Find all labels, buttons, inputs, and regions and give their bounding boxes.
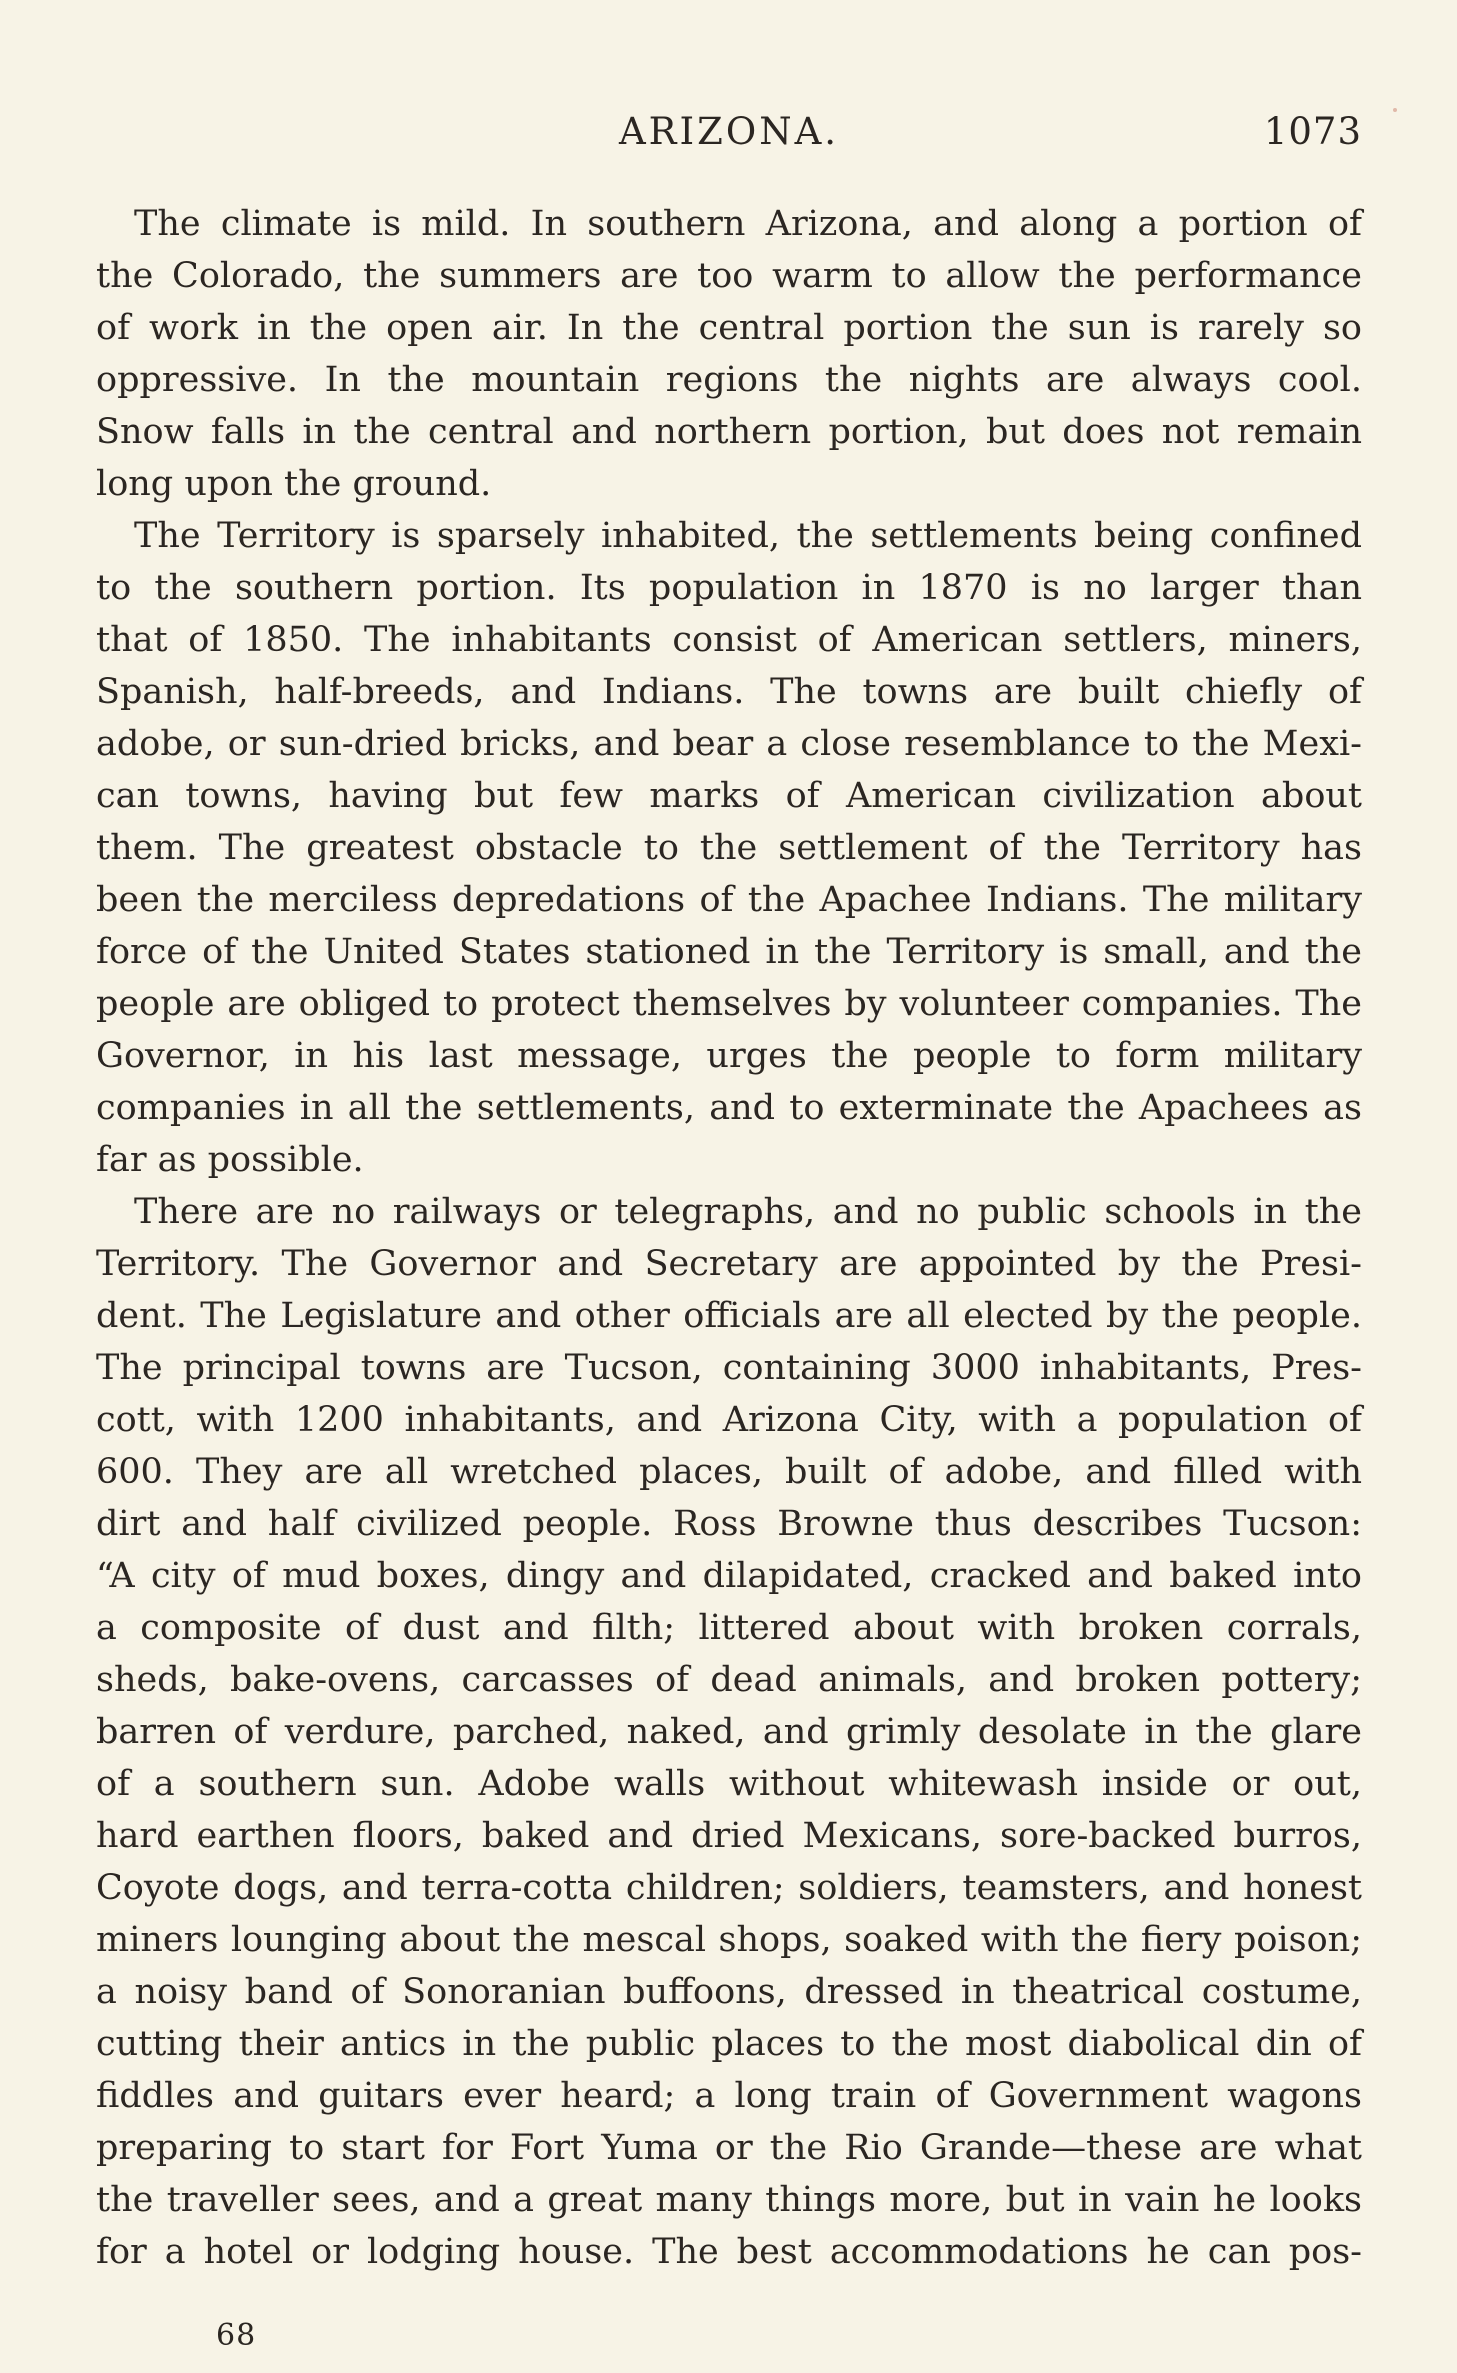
text-line: adobe, or sun-dried bricks, and bear a close resemblance to the Mexi- (96, 724, 1362, 764)
body-text (96, 198, 1362, 2278)
page-number: 1073 (1263, 110, 1362, 153)
text-line: long upon the ground. (96, 464, 492, 504)
running-head (96, 110, 1362, 170)
text-line: hard earthen floors, baked and dried Mexicans, sore-backed burros, (96, 1816, 1362, 1856)
text-line: that of 1850. The inhabitants consist of American settlers, miners, (96, 620, 1362, 660)
text-line: them. The greatest obstacle to the settlement of the Territory has (96, 828, 1362, 868)
text-line: force of the United States stationed in the Territory is small, and the (96, 932, 1362, 972)
text-line: preparing to start for Fort Yuma or the Rio Grande—these are what (96, 2128, 1362, 2168)
text-line: Coyote dogs, and terra-cotta children; soldiers, teamsters, and honest (96, 1868, 1362, 1908)
text-line: cott, with 1200 inhabitants, and Arizona City, with a population of (96, 1400, 1362, 1440)
text-line: a noisy band of Sonoranian buffoons, dressed in theatrical costume, (96, 1972, 1362, 2012)
text-line: been the merciless depredations of the Apachee Indians. The military (96, 880, 1362, 920)
text-line: of a southern sun. Adobe walls without whitewash inside or out, (96, 1764, 1362, 1804)
text-line: There are no railways or telegraphs, and no public schools in the (134, 1192, 1362, 1232)
text-line: “A city of mud boxes, dingy and dilapidated, cracked and baked into (96, 1556, 1362, 1596)
text-line: fiddles and guitars ever heard; a long train of Government wagons (96, 2076, 1362, 2116)
text-line: Governor, in his last message, urges the people to form military (96, 1036, 1362, 1076)
text-line: barren of verdure, parched, naked, and grimly desolate in the glare (96, 1712, 1362, 1752)
text-line: people are obliged to protect themselves by volunteer companies. The (96, 984, 1362, 1024)
text-line: 600. They are all wretched places, built of adobe, and filled with (96, 1452, 1362, 1492)
text-line: to the southern portion. Its population in 1870 is no larger than (96, 568, 1362, 608)
text-line: Snow falls in the central and northern portion, but does not remain (96, 412, 1362, 452)
text-line: cutting their antics in the public places to the most diabolical din of (96, 2024, 1362, 2064)
text-line: dent. The Legislature and other officials are all elected by the people. (96, 1296, 1362, 1336)
text-line: oppressive. In the mountain regions the nights are always cool. (96, 360, 1362, 400)
text-line: the Colorado, the summers are too warm to allow the performance (96, 256, 1362, 296)
text-line: for a hotel or lodging house. The best accommodations he can pos- (96, 2232, 1362, 2272)
text-line: the traveller sees, and a great many things more, but in vain he looks (96, 2180, 1362, 2220)
page-title: ARIZONA. (618, 110, 840, 153)
text-line: The principal towns are Tucson, containing 3000 inhabitants, Pres- (96, 1348, 1362, 1388)
text-line: Territory. The Governor and Secretary are appointed by the Presi- (96, 1244, 1362, 1284)
text-line: can towns, having but few marks of American civilization about (96, 776, 1362, 816)
text-line: Spanish, half-breeds, and Indians. The towns are built chiefly of (96, 672, 1362, 712)
text-line: sheds, bake-ovens, carcasses of dead animals, and broken pottery; (96, 1660, 1362, 1700)
text-line: far as possible. (96, 1140, 364, 1180)
text-line: companies in all the settlements, and to exterminate the Apachees as (96, 1088, 1362, 1128)
text-line: a composite of dust and filth; littered about with broken corrals, (96, 1608, 1362, 1648)
text-line: miners lounging about the mescal shops, soaked with the fiery poison; (96, 1920, 1362, 1960)
text-line: The climate is mild. In southern Arizona, and along a portion of (134, 204, 1362, 244)
signature-mark: 68 (216, 2318, 257, 2353)
text-line: dirt and half civilized people. Ross Browne thus describes Tucson: (96, 1504, 1362, 1544)
text-line: of work in the open air. In the central portion the sun is rarely so (96, 308, 1362, 348)
text-line: The Territory is sparsely inhabited, the settlements being confined (134, 516, 1362, 556)
paper-speck (1393, 108, 1397, 112)
